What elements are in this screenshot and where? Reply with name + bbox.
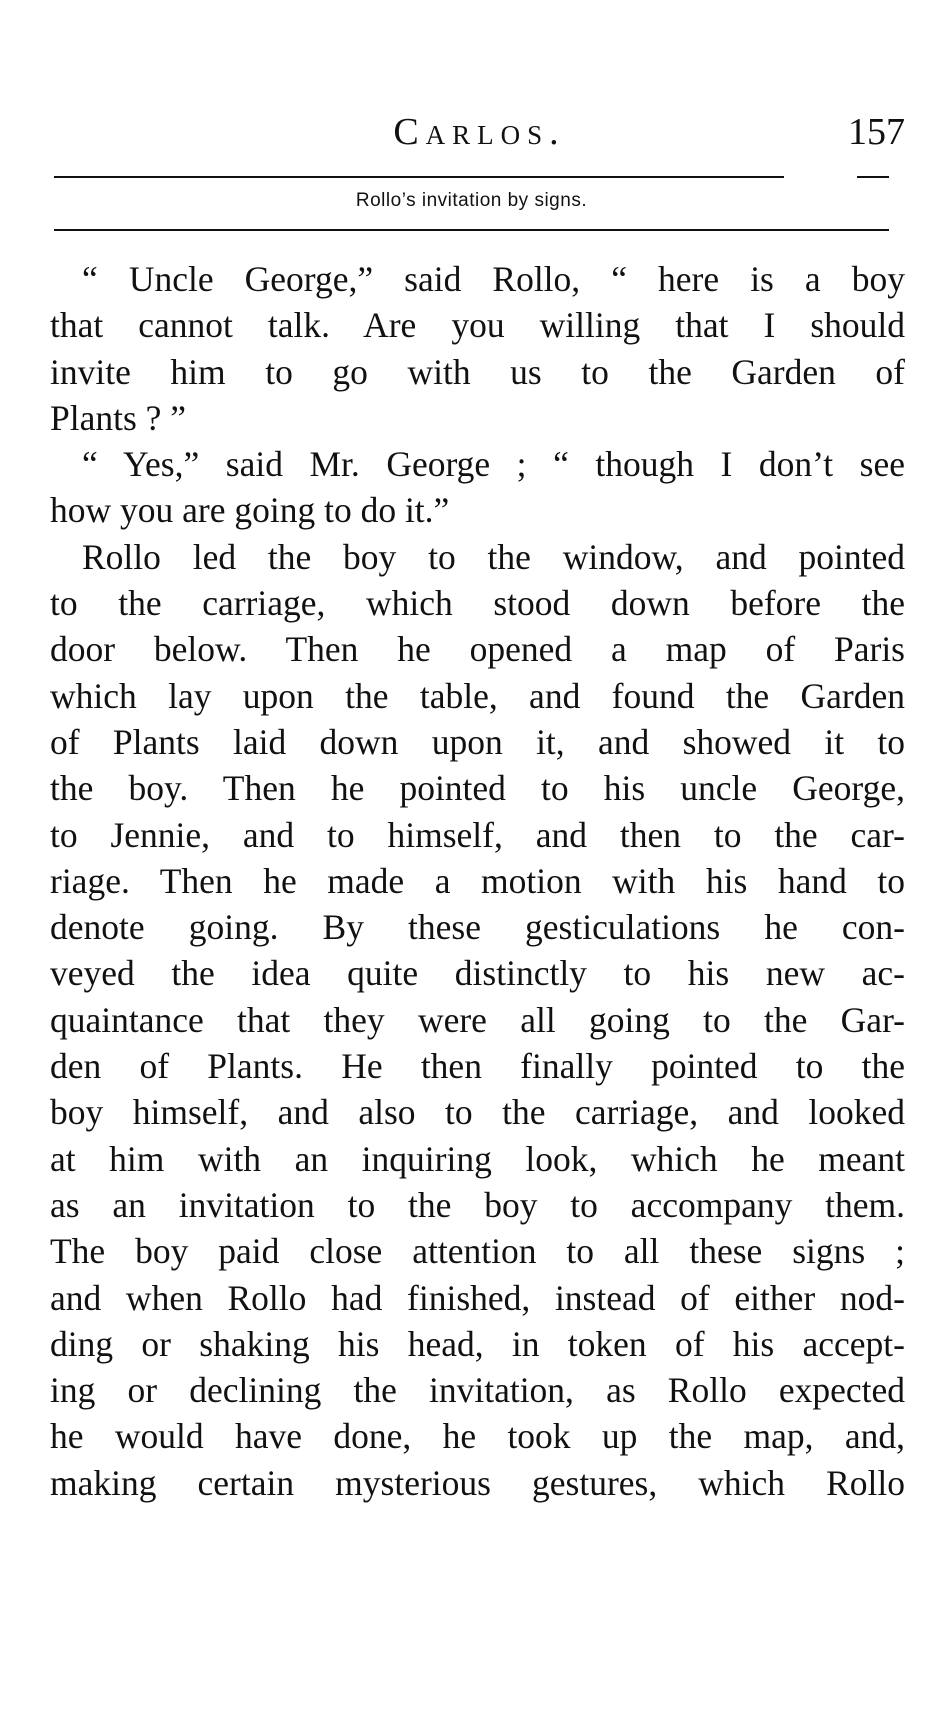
text-line: of Plants laid down upon it, and showed it to [50,721,905,762]
text-line: invite him to go with us to the Garden of [50,351,905,392]
text-line: “ Uncle George,” said Rollo, “ here is a boy [82,259,905,299]
text-line: “ Yes,” said Mr. George ; “ though I don’t see [82,444,905,485]
header-rule-bottom [54,229,889,231]
text-line: which lay upon the table, and found the Garden [50,675,905,716]
text-line: quaintance that they were all going to the Gar- [50,999,905,1040]
text-line: The boy paid close attention to all these signs ; [50,1231,905,1272]
text-line: denote going. By these gesticulations he con- [50,907,905,948]
chapter-title: Carlos. [393,111,566,153]
section-subheading: Rollo’s invitation by signs. [355,190,588,211]
text-line: and when Rollo had finished, instead of either nod- [50,1277,905,1318]
header-rule-top-short [857,176,889,178]
body-text [50,256,905,1506]
text-line: veyed the idea quite distinctly to his new ac- [50,953,905,994]
text-line: ing or declining the invitation, as Rollo expected [50,1370,905,1411]
text-line: at him with an inquiring look, which he meant [50,1138,905,1179]
running-head [54,108,905,158]
text-line: door below. Then he opened a map of Paris [50,629,905,670]
text-line: that cannot talk. Are you willing that I should [50,305,905,346]
text-line: riage. Then he made a motion with his hand to [50,860,905,901]
header-rule-top [54,176,784,178]
text-line: to Jennie, and to himself, and then to the car- [50,814,905,855]
text-line: boy himself, and also to the carriage, and looked [50,1092,905,1133]
text-line: making certain mysterious gestures, which Rollo [50,1462,905,1503]
text-line: he would have done, he took up the map, and, [50,1416,905,1457]
text-line: the boy. Then he pointed to his uncle George, [50,768,905,809]
text-line: ding or shaking his head, in token of his accept- [50,1323,905,1364]
text-line: to the carriage, which stood down before the [50,583,905,624]
text-line: Plants ? ” [50,397,187,438]
text-line: as an invitation to the boy to accompany them. [50,1184,905,1225]
page-number: 157 [848,111,905,153]
text-line: den of Plants. He then finally pointed to the [50,1046,905,1087]
text-line: Rollo led the boy to the window, and pointed [82,536,905,577]
text-line: how you are going to do it.” [50,490,450,531]
